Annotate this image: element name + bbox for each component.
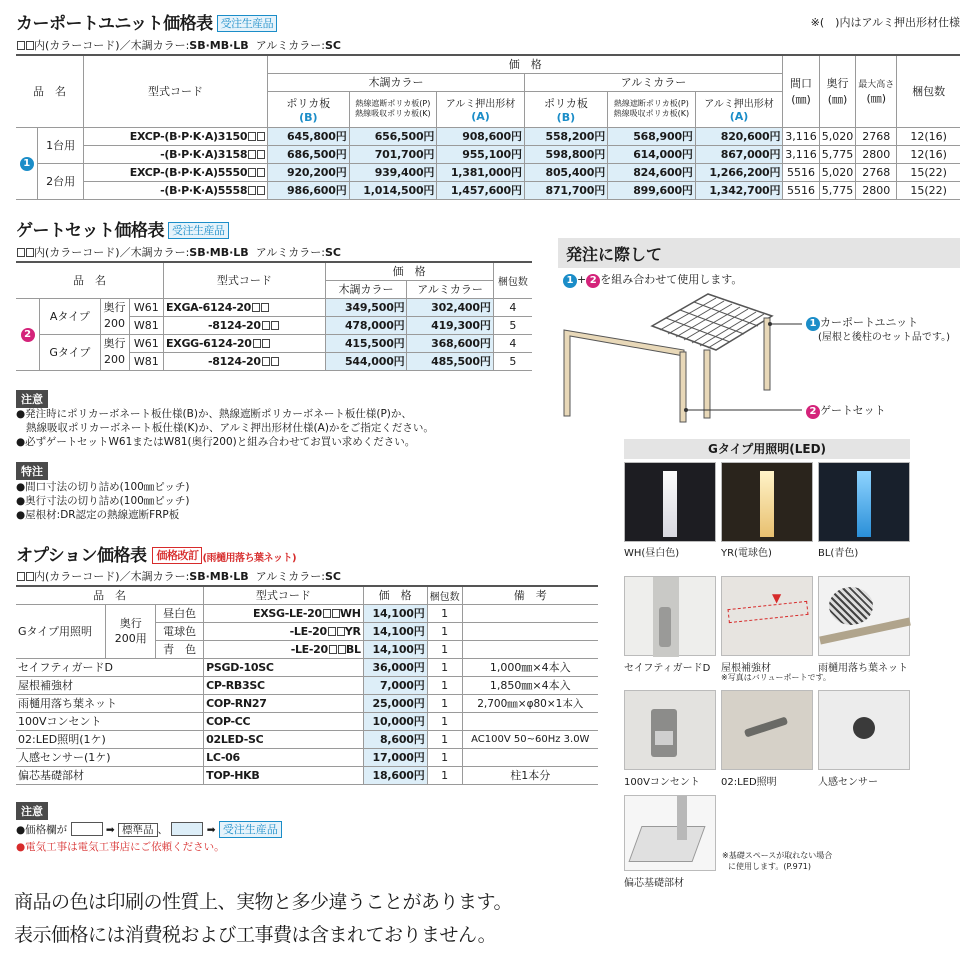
footer-line-2: 表示価格には消費税および工事費は含まれておりません。 xyxy=(14,924,497,946)
table-row: 屋根補強材 CP-RB3SC 7,000円 1 1,850㎜×4本入 xyxy=(16,676,598,694)
col-extr-wood: アルミ押出形材 (A) xyxy=(437,91,525,127)
gate-price-table: 品 名 型式コード 価 格 梱包数 木調カラー アルミカラー 2 Aタイプ 奥行 200 W61 EXGA-6124-20 349,500円 302,400円 4 W81 -8124-20 478,000円 419,300円 5 Gタイプ 奥行 200 W61 EXGG-6124-20 415,500円 368,600円 4 W81 -8124-20 544,000円 485,500円 5 xyxy=(16,261,532,371)
gate-label: 2 ゲートセット xyxy=(806,404,886,419)
carport-right-note: ※( )内はアルミ押出形材仕様 xyxy=(810,16,960,29)
carport-section-title: カーポートユニット価格表 受注生産品 xyxy=(16,9,277,34)
table-row: -(B·P·K·A)5558 986,600円 1,014,500円 1,457,600円 871,700円 899,600円 1,342,700円 5516 5,775 2800 15(22) xyxy=(16,181,960,199)
motion-sensor-photo xyxy=(818,690,910,770)
col-height: 最大高さ (㎜) xyxy=(856,55,897,127)
gate-color-note: 内(カラーコード)／木調カラー:SB·MB·LB アルミカラー:SC xyxy=(16,244,341,260)
order-header-bar xyxy=(558,238,960,268)
group-2car: 2台用 xyxy=(38,163,84,199)
gutter-net-photo xyxy=(818,576,910,656)
features-block: ●間口寸法の切り詰め(100㎜ピッチ) ●奥行寸法の切り詰め(100㎜ピッチ) ●屋根材:DR認定の熱線遮断FRP板 xyxy=(16,481,190,521)
order-combo: 1 + 2 を組み合わせて使用します。 xyxy=(563,273,742,288)
table-row: W81 -8124-20 478,000円 419,300円 5 xyxy=(16,316,532,334)
made-to-order-tag: 受注生産品 xyxy=(168,222,229,239)
notes2-label: 注意 xyxy=(16,800,48,820)
group-1car: 1台用 xyxy=(38,127,84,163)
features-label: 特注 xyxy=(16,460,48,480)
safety-guard-photo xyxy=(624,576,716,656)
carport-diagram xyxy=(556,288,816,428)
option-color-note: 内(カラーコード)／木調カラー:SB·MB·LB アルミカラー:SC xyxy=(16,568,341,584)
unit-sublabel: (屋根と後柱のセット品です。) xyxy=(818,332,951,343)
col-code: 型式コード xyxy=(83,55,267,127)
standard-swatch xyxy=(71,822,103,836)
option-price-table: 品 名 型式コード 価 格 梱包数 備 考 Gタイプ用照明 奥行 200用 昼白色 EXSG-LE-20 WH 14,100円 1 電球色 -LE-20 YR 14,100円 1 青 色 -LE-20 BL 14,100円 1 セイフティガードD PSGD-10SC 36,000円 1 1,000㎜×4本入 屋根補強材 CP-RB3SC 7,000円 1 1,850㎜×4本入 雨樋用落ち葉ネット COP-RN27 25,000円 1 2,700㎜×φ80×1本入 100Vコンセント COP-CC 10,000円 1 02:LED照明(1ケ) 02LED-SC 8,600円 1 AC100V 50~60Hz 3.0W 人感センサー(1ケ) LC-06 17,000円 1 偏芯基礎部材 TOP-HKB 18,600円 1 柱1本分 xyxy=(16,585,598,785)
legend-line: ●価格欄が ➡ 標準品 、 ➡ 受注生産品 xyxy=(16,821,282,838)
table-row: 2台用 EXCP-(B·P·K·A)5550 920,200円 939,400円 1,381,000円 805,400円 824,600円 1,266,200円 5516 5,020 2768 15(22) xyxy=(16,163,960,181)
table-row: W81 -8124-20 544,000円 485,500円 5 xyxy=(16,352,532,370)
order-title: 発注に際して xyxy=(566,245,663,264)
table-row: 青 色 -LE-20 BL 14,100円 1 xyxy=(16,640,598,658)
arrow-right-icon: ➡ xyxy=(105,824,115,836)
option-section-title: オプション価格表 価格改訂 (雨樋用落ち葉ネット) xyxy=(16,546,297,566)
outlet-photo xyxy=(624,690,716,770)
col-price: 価 格 xyxy=(268,55,783,73)
col-poly-alu: ポリカ板 (B) xyxy=(524,91,607,127)
table-row: Gタイプ用照明 奥行 200用 昼白色 EXSG-LE-20 WH 14,100円 1 xyxy=(16,604,598,622)
price-revised-tag: 価格改訂 xyxy=(152,547,202,564)
table-row: 雨樋用落ち葉ネット COP-RN27 25,000円 1 2,700㎜×φ80×1本入 xyxy=(16,694,598,712)
col-depth: 奥行 (㎜) xyxy=(819,55,856,127)
lighting-title: Gタイプ用照明(LED) xyxy=(624,439,910,459)
marker-1: 1 xyxy=(20,157,34,171)
carport-color-note: 内(カラーコード)／木調カラー:SB·MB·LB アルミカラー:SC xyxy=(16,37,341,53)
led-yr-photo xyxy=(721,462,813,542)
unit-label: 1 カーポートユニット xyxy=(806,316,918,331)
col-item: 品 名 xyxy=(16,55,83,127)
table-row: 2 Aタイプ 奥行 200 W61 EXGA-6124-20 349,500円 302,400円 4 xyxy=(16,298,532,316)
made-to-order-tag: 受注生産品 xyxy=(217,15,278,32)
table-row: 1 1台用 EXCP-(B·P·K·A)3150 645,800円 656,500円 908,600円 558,200円 568,900円 820,600円 3,116 5,020 2768 12(16) xyxy=(16,127,960,145)
table-row: 人感センサー(1ケ) LC-06 17,000円 1 xyxy=(16,748,598,766)
eccentric-base-photo xyxy=(624,795,716,871)
carport-price-table xyxy=(16,54,960,200)
led-bl-photo xyxy=(818,462,910,542)
col-pack: 梱包数 xyxy=(897,55,960,127)
gate-section-title: ゲートセット価格表 受注生産品 xyxy=(16,216,229,241)
table-row: -(B·P·K·A)3158 686,500円 701,700円 955,100円 598,800円 614,000円 867,000円 3,116 5,775 2800 12(16) xyxy=(16,145,960,163)
col-poly-wood: ポリカ板 (B) xyxy=(268,91,349,127)
marker-2: 2 xyxy=(21,328,35,342)
notes-block: ●発注時にポリカーボネート板仕様(B)か、熱線遮断ポリカーボネート板仕様(P)か、 熱線吸収ポリカーボネート板仕様(K)か、アルミ押出形材仕様(A)かをご指定ください。 ●必ずゲートセットW61またはW81(奥行200)と組み合わせてお買い求めください。 xyxy=(16,408,434,448)
roof-reinforcement-photo: ▼ xyxy=(721,576,813,656)
notes-label: 注意 xyxy=(16,388,48,408)
table-row: 02:LED照明(1ケ) 02LED-SC 8,600円 1 AC100V 50~60Hz 3.0W xyxy=(16,730,598,748)
table-row: 偏芯基礎部材 TOP-HKB 18,600円 1 柱1本分 xyxy=(16,766,598,784)
table-row: 100Vコンセント COP-CC 10,000円 1 xyxy=(16,712,598,730)
led-wh-photo xyxy=(624,462,716,542)
electric-note: ●電気工事は電気工事店にご依頼ください。 xyxy=(16,841,225,853)
col-heat-wood: 熱線遮断ポリカ板(P) 熱線吸収ポリカ板(K) xyxy=(349,91,437,127)
col-width: 間口 (㎜) xyxy=(783,55,820,127)
made-to-order-swatch xyxy=(171,822,203,836)
col-extr-alu: アルミ押出形材 (A) xyxy=(695,91,783,127)
col-alu: アルミカラー xyxy=(524,73,783,91)
arrow-right-icon: ➡ xyxy=(206,824,216,836)
footer-line-1: 商品の色は印刷の性質上、実物と多少違うことがあります。 xyxy=(14,891,512,913)
table-row: Gタイプ 奥行 200 W61 EXGG-6124-20 415,500円 368,600円 4 xyxy=(16,334,532,352)
col-wood: 木調カラー xyxy=(268,73,525,91)
table-row: 電球色 -LE-20 YR 14,100円 1 xyxy=(16,622,598,640)
col-heat-alu: 熱線遮断ポリカ板(P) 熱線吸収ポリカ板(K) xyxy=(608,91,696,127)
table-row: セイフティガードD PSGD-10SC 36,000円 1 1,000㎜×4本入 xyxy=(16,658,598,676)
led-light-photo xyxy=(721,690,813,770)
